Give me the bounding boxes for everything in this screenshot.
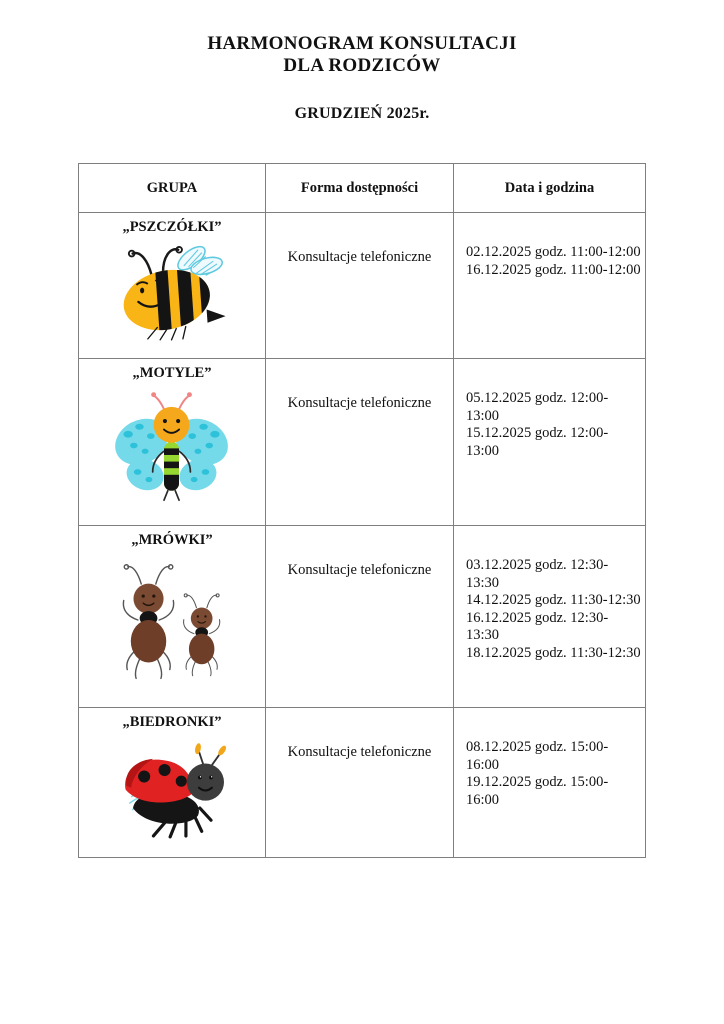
table-row-biedronki — [79, 708, 646, 858]
availability-text: Konsultacje telefoniczne — [287, 744, 432, 760]
date-line: 14.12.2025 godz. 11:30-12:30 — [466, 592, 641, 608]
schedule-table — [78, 163, 646, 858]
document-subtitle: GRUDZIEŃ 2025r. — [294, 105, 430, 122]
date-line: 16.12.2025 godz. 11:00-12:00 — [466, 261, 641, 278]
availability-cell — [266, 359, 454, 526]
group-cell-motyle — [79, 359, 266, 526]
date-line: 18.12.2025 godz. 11:30-12:30 — [466, 644, 641, 661]
dates-cell — [454, 708, 646, 858]
date-line: 15.12.2025 godz. 12:00-13:00 — [466, 425, 609, 459]
table-row-mrowki — [79, 526, 646, 708]
group-cell-biedronki — [79, 708, 266, 858]
availability-cell — [266, 526, 454, 708]
table-row-motyle — [79, 359, 646, 526]
availability-text: Konsultacje telefoniczne — [287, 249, 432, 265]
dates-list — [454, 708, 645, 809]
date-line: 02.12.2025 godz. 11:00-12:00 — [466, 244, 641, 260]
group-name: „MRÓWKI” — [131, 532, 213, 548]
column-header-forma: Forma dostępności — [266, 164, 454, 213]
group-name: „BIEDRONKI” — [122, 714, 222, 730]
table-row-pszczolki — [79, 213, 646, 359]
date-line: 05.12.2025 godz. 12:00-13:00 — [466, 390, 609, 424]
title-line-1: HARMONOGRAM KONSULTACJI — [207, 33, 517, 54]
date-line: 03.12.2025 godz. 12:30-13:30 — [466, 557, 609, 591]
availability-text: Konsultacje telefoniczne — [287, 562, 432, 578]
availability-cell — [266, 708, 454, 858]
date-line: 08.12.2025 godz. 15:00-16:00 — [466, 739, 609, 773]
butterfly-illustration — [113, 389, 231, 504]
date-line: 16.12.2025 godz. 12:30-13:30 — [466, 609, 609, 643]
bee-illustration — [108, 241, 236, 341]
group-cell-pszczolki — [79, 213, 266, 359]
table-header-row — [79, 164, 646, 213]
dates-list — [454, 213, 645, 279]
availability-text: Konsultacje telefoniczne — [287, 395, 432, 411]
group-name: „PSZCZÓŁKI” — [122, 219, 222, 235]
dates-list — [454, 359, 645, 460]
title-line-2: DLA RODZICÓW — [283, 55, 441, 76]
dates-cell — [454, 359, 646, 526]
availability-cell — [266, 213, 454, 359]
dates-cell — [454, 526, 646, 708]
group-cell-mrowki — [79, 526, 266, 708]
column-header-grupa: GRUPA — [79, 164, 266, 213]
dates-cell — [454, 213, 646, 359]
dates-list — [454, 526, 645, 662]
ants-illustration — [106, 558, 238, 682]
document-title — [0, 33, 724, 77]
date-line: 19.12.2025 godz. 15:00-16:00 — [466, 774, 609, 808]
ladybug-illustration — [107, 741, 237, 839]
group-name: „MOTYLE” — [132, 365, 212, 381]
column-header-data: Data i godzina — [454, 164, 646, 213]
